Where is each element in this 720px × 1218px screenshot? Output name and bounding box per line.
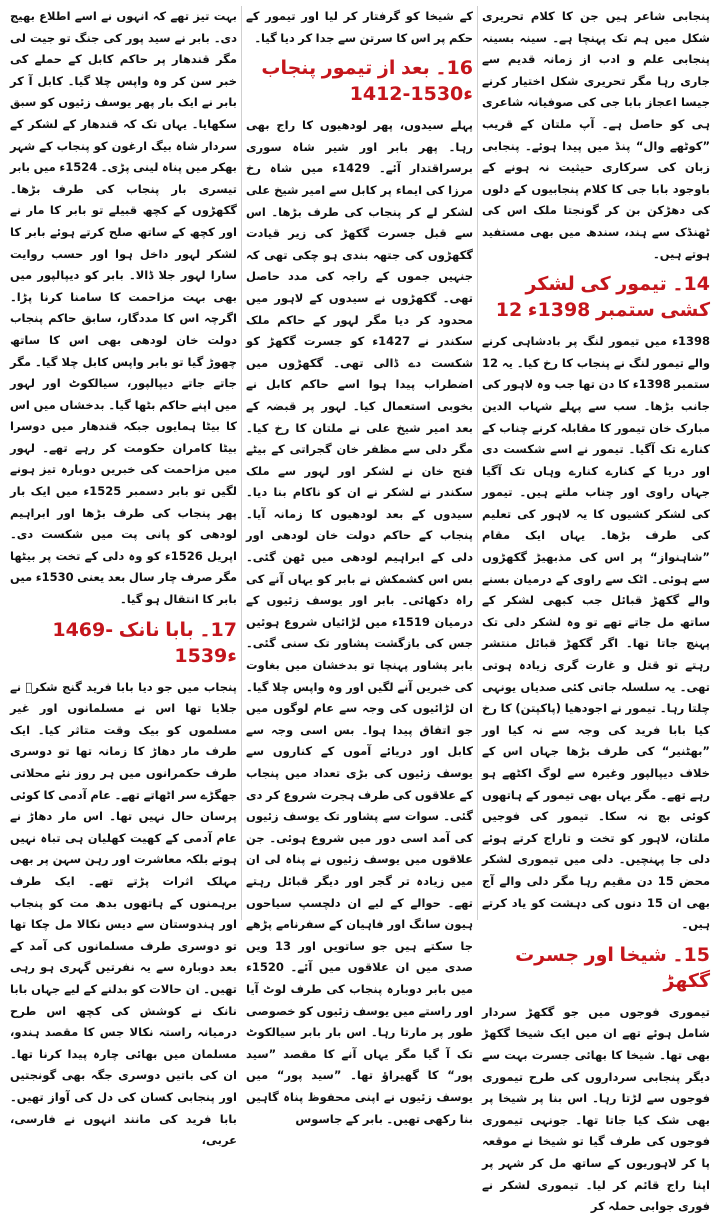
section-number: 17۔ xyxy=(199,618,237,641)
section-number: 15۔ xyxy=(672,943,710,966)
section-dates: 1412-1530ء xyxy=(349,83,473,106)
paragraph: تیموری فوجوں میں جو گکھڑ سردار شامل ہوئے تھے ان میں ایک شیخا گکھڑ بھی تھا۔ شیخا کا بھائی جسرت بہت سے دیگر پنجابی سرداروں کی طرح تیموری فوجوں سے لڑتا رہا۔ اس بنا پر شیخا پر بھی شک کیا جاتا تھا۔ جونہی تیموری فوجوں کی طرف گیا تو شیخا نے موقعہ پا کر لاہوریوں کے ساتھ مل کر شہر پر اپنا راج قائم کر لیا۔ تیموری لشکر نے فوری جوابی حملہ کر xyxy=(482,1004,710,1214)
paragraph: 1398ء میں تیمور لنگ پر بادشاہی کرنے والے تیمور لنگ نے پنجاب کا رخ کیا۔ یہ 12 ستمبر 1398ء کا دن تھا جب وہ لاہور کی جانب بڑھا۔ سب سے پہلے شہاب الدین مبارک خان تیمور کا مقابلہ کرنے چناب کے کنارے تک آگیا۔ تیمور نے اسے شکست دی اور دریا کے کنارے کنارے وہاں تک آگیا جہاں راوی اور چناب ملتے ہیں۔ تیمور کی لشکر کشیوں کا یہ لاہور کی تعلیم کی طرف بڑھا۔ یہاں ایک مقام ”شاہنواز“ پر اس کی مذبھیڑ گکھڑوں سے ہوئی۔ اٹک سے راوی کے درمیان بسنے والے گکھڑ قبائل جب کبھی لشکر کے ساتھ مل جاتے تھے تو وہ لشکر دلی تک پہنچ جاتا تھا۔ اگر گکھڑ قبائل منتشر رہتے تو قتل و غارت گری زیادہ ہوتی تھی۔ یہ سلسلہ جاتی کئی صدیاں یونہی چلتا رہا۔ تیمور نے اجودھیا (پاکپتن) کا رخ کیا بابا فرید کی وجہ سے نہ کیا اور ”بھٹنیر“ کی طرف بڑھا جہاں اس کے خلاف دیپالپور وغیرہ سے لوگ اکٹھے ہو رہے تھے۔ مگر یہاں بھی تیمور کے ہاتھوں کوئی بچ نہ سکا۔ تیمور کی فوجیں ملتان، لاہور کو تخت و تاراج کرتے ہوئے دلی جا پہنچیں۔ دلی میں تیموری لشکر محض 15 دن مقیم رہا مگر دلی والے آج بھی ان 15 دنوں کی دہشت کو یاد کرتے ہیں۔ xyxy=(482,334,710,932)
column-right xyxy=(478,6,714,1214)
column-left xyxy=(6,6,242,1148)
section-title: شیخا اور جسرت گکھڑ xyxy=(515,943,710,992)
section-heading-16 xyxy=(246,55,473,107)
section-dates: 1469-1539ء xyxy=(52,618,237,667)
section-title: تیمور کی لشکر کشی xyxy=(525,273,710,322)
paragraph: پہلے سیدوں، پھر لودھیوں کا راج بھی رہا۔ پھر بابر اور شیر شاہ سوری برسراقتدار آئے۔ 1429ء میں شاہ رخ مرزا کی ایماء پر کابل سے امیر شیخ علی لشکر لے کر پنجاب کی طرف بڑھا۔ اس سے قبل جسرت گکھڑ کی زیر قیادت گکھڑوں کی جتھہ بندی ہو چکی تھی کہ جنہیں جموں کے راجہ کی مدد حاصل تھی۔ گکھڑوں نے سیدوں کے لاہور میں محدود کر دیا مگر لہور کے حاکم ملک سکندر نے 1427ء کو جسرت گکھڑ کو شکست دے ڈالی تھی۔ گکھڑوں میں اضطراب پیدا ہوا اسے حاکم کابل نے بخوبی استعمال کیا۔ لہور پر قبضہ کے بعد امیر شیخ علی نے ملتان کا رخ کیا۔ مگر دلی سے مظفر خان گجراتی کے بیٹے فتح خان نے لشکر اور لہور سے ملک سکندر نے لشکر نے ان کو ناکام بنا دیا۔ سیدوں کے بعد لودھیوں کا زمانہ آیا۔ پنجاب کے حاکم دولت خان لودھی اور دلی کے ابراہیم لودھی میں ٹھن گئی۔ بس اس کشمکش نے بابر کو یہاں آنے کی راہ دکھائی۔ بابر اور یوسف زئیوں کے درمیان 1519ء میں لڑائیاں شروع ہوئیں جس کی بازگشت پشاور تک سنی گئی۔ بابر پشاور پہنچا تو بدخشان میں بغاوت کی خبریں آنے لگیں اور وہ واپس چلا گیا۔ ان لڑائیوں کی وجہ سے عام لوگوں میں جو اتفاق پیدا ہوا۔ بس اسی وجہ سے کابل اور دریائے آموں کے کناروں سے یوسف زئیوں کی بڑی تعداد میں پنجاب کے علاقوں کی طرف ہجرت شروع کر دی گئی۔ سوات سے پشاور تک یوسف زئیوں کی آمد اسی دور میں شروع ہوئی۔ جن علاقوں میں یوسف زئیوں نے پناہ لی ان میں زیادہ تر گجر اور دیگر قبائل رہتے تھے۔ حوالے کے لیے ان دلچسپ سیاحوں ہیون سانگ اور فاہیان کے سفرنامے پڑھے جا سکتے ہیں جو ساتویں اور 13 ویں صدی میں ان علاقوں میں آئے۔ 1520ء میں بابر دوبارہ پنجاب کی طرف لوٹ آیا اور راستے میں یوسف زئیوں کو خصوصی طور پر مارتا رہا۔ اس بار بابر سیالکوٹ تک آ گیا مگر یہاں آنے کا مقصد ”سید پور“ کا گھیراؤ تھا۔ ”سید پور“ میں یوسف زئیوں نے اپنی محفوظ پناہ گاہیں بنا رکھی تھیں۔ بابر کے جاسوس xyxy=(246,118,473,1126)
section-heading-14 xyxy=(482,271,710,323)
section-heading-15 xyxy=(482,942,710,994)
section-dates: 12 ستمبر 1398ء xyxy=(495,299,655,322)
section-number: 14۔ xyxy=(672,273,710,296)
paragraph: کے شیخا کو گرفتار کر لیا اور تیمور کے حکم پر اس کا سرتن سے جدا کر دیا گیا۔ xyxy=(246,9,473,45)
section-number: 16۔ xyxy=(435,57,473,80)
paragraph: پنجابی شاعر ہیں جن کا کلام تحریری شکل میں ہم تک پہنچا ہے۔ سینہ بسینہ پنجابی علم و ادب از زمانہ قدیم سے جاری رہا مگر تحریری شکل اختیار کرنے جیسا اعجاز بابا جی کی صوفیانہ شاعری ہی کو حاصل ہے۔ آپ ملتان کے قریب ”کوٹھے وال“ پنڈ میں پیدا ہوئے۔ پنجابی زبان کی سرکاری حیثیت نہ ہونے کے باوجود بابا جی کا کلام پنجابیوں کے دلوں کی دھڑکن بن کر گونجتا ملک اس کی ٹھنڈک سے ہند، سندھ میں بھی مستفید ہوتے ہیں۔ xyxy=(482,9,710,261)
section-title: بابا نانک xyxy=(118,618,194,641)
paragraph: پنجاب میں جو دیا بابا فرید گنج شکرؒ نے جلایا تھا اس نے مسلمانوں اور غیر مسلموں کو بیک وقت متاثر کیا۔ ایک طرف مار دھاڑ کا زمانہ تھا تو دوسری طرف حکمرانوں میں ہر روز نئے محلاتی جھگڑے سر اٹھاتے تھے۔ عام آدمی کا کوئی پرسان حال نہیں تھا۔ اس مار دھاڑ نے عام آدمی کے کھیت کھلیان ہی تباہ نہیں ہوتے بلکہ معاشرت اور رہن سہن پر بھی مہلک اثرات پڑتے تھے۔ ایک طرف برہمنوں کے ہاتھوں بدھ مت کو پنجاب اور ہندوستان سے دیس نکالا مل چکا تھا تو دوسری طرف مسلمانوں کی آمد کے بعد دوبارہ سے یہ نفرتیں گہری ہو رہی تھیں۔ ان حالات کو بدلنے کے لیے جہاں بابا نانک نے کوشش کی کچھ اس طرح درمیانہ راستہ نکالا جس کا مقصد ہندو، مسلمان میں بھائی چارہ پیدا کرنا تھا۔ ان کی باتیں دوسری جگہ بھی گونجتیں اور پنجابی کسان کی دل کی آواز تھیں۔ بابا فرید کی مانند انہوں نے فارسی، عربی، xyxy=(10,679,237,1148)
paragraph: بہت تیز تھے کہ انہوں نے اسے اطلاع بھیج دی۔ بابر نے سید پور کی جنگ تو جیت لی مگر قندھار پر حاکم کابل کے حملے کی خبر سن کر وہ واپس چلا گیا۔ کابل آ کر بابر نے ایک بار پھر یوسف زئیوں کو سبق سکھایا۔ یہاں تک کہ قندھار کے لشکر کے سردار شاہ بیگ ارغون کو پنجاب کے شہر بھکر میں پناہ لینی پڑی۔ 1524ء میں بابر تیسری بار پنجاب کی طرف بڑھا۔ گکھڑوں کے کچھ قبیلے تو بابر کا مار نے اور کچھ کے ساتھ صلح کرتے ہوئے بابر کا لشکر لہور داخل ہوا اور حسب روایت سارا لہور جلا ڈالا۔ بابر کو دیپالپور میں بھی بہت مزاحمت کا سامنا کرنا پڑا۔ اگرچہ اس کا مددگار، سابق حاکم پنجاب دولت خان لودھی بھی اس کا ساتھ چھوڑ گیا تو بابر واپس کابل چلا گیا۔ مگر جاتے جاتے دیپالپور، سیالکوٹ اور لہور میں اپنے حاکم بٹھا گیا۔ بدخشاں میں اس کا بیٹا ہمایوں جبکہ قندھار میں دوسرا بیٹا کامران حکومت کر رہے تھے۔ لہور میں مزاحمت کی خبریں دوبارہ تیز ہونے لگیں تو بابر دسمبر 1525ء میں ایک بار پھر پنجاب کی طرف بڑھا اور ابراہیم لودھی کو پانی پت میں شکست دی۔ اپریل 1526ء کو وہ دلی کے تخت پر بیٹھا مگر صرف چار سال بعد یعنی 1530ء میں بابر کا انتقال ہو گیا۔ xyxy=(10,9,238,607)
section-heading-17 xyxy=(10,617,237,669)
column-middle xyxy=(242,6,478,1126)
section-title: بعد از تیمور پنجاب xyxy=(261,57,430,80)
